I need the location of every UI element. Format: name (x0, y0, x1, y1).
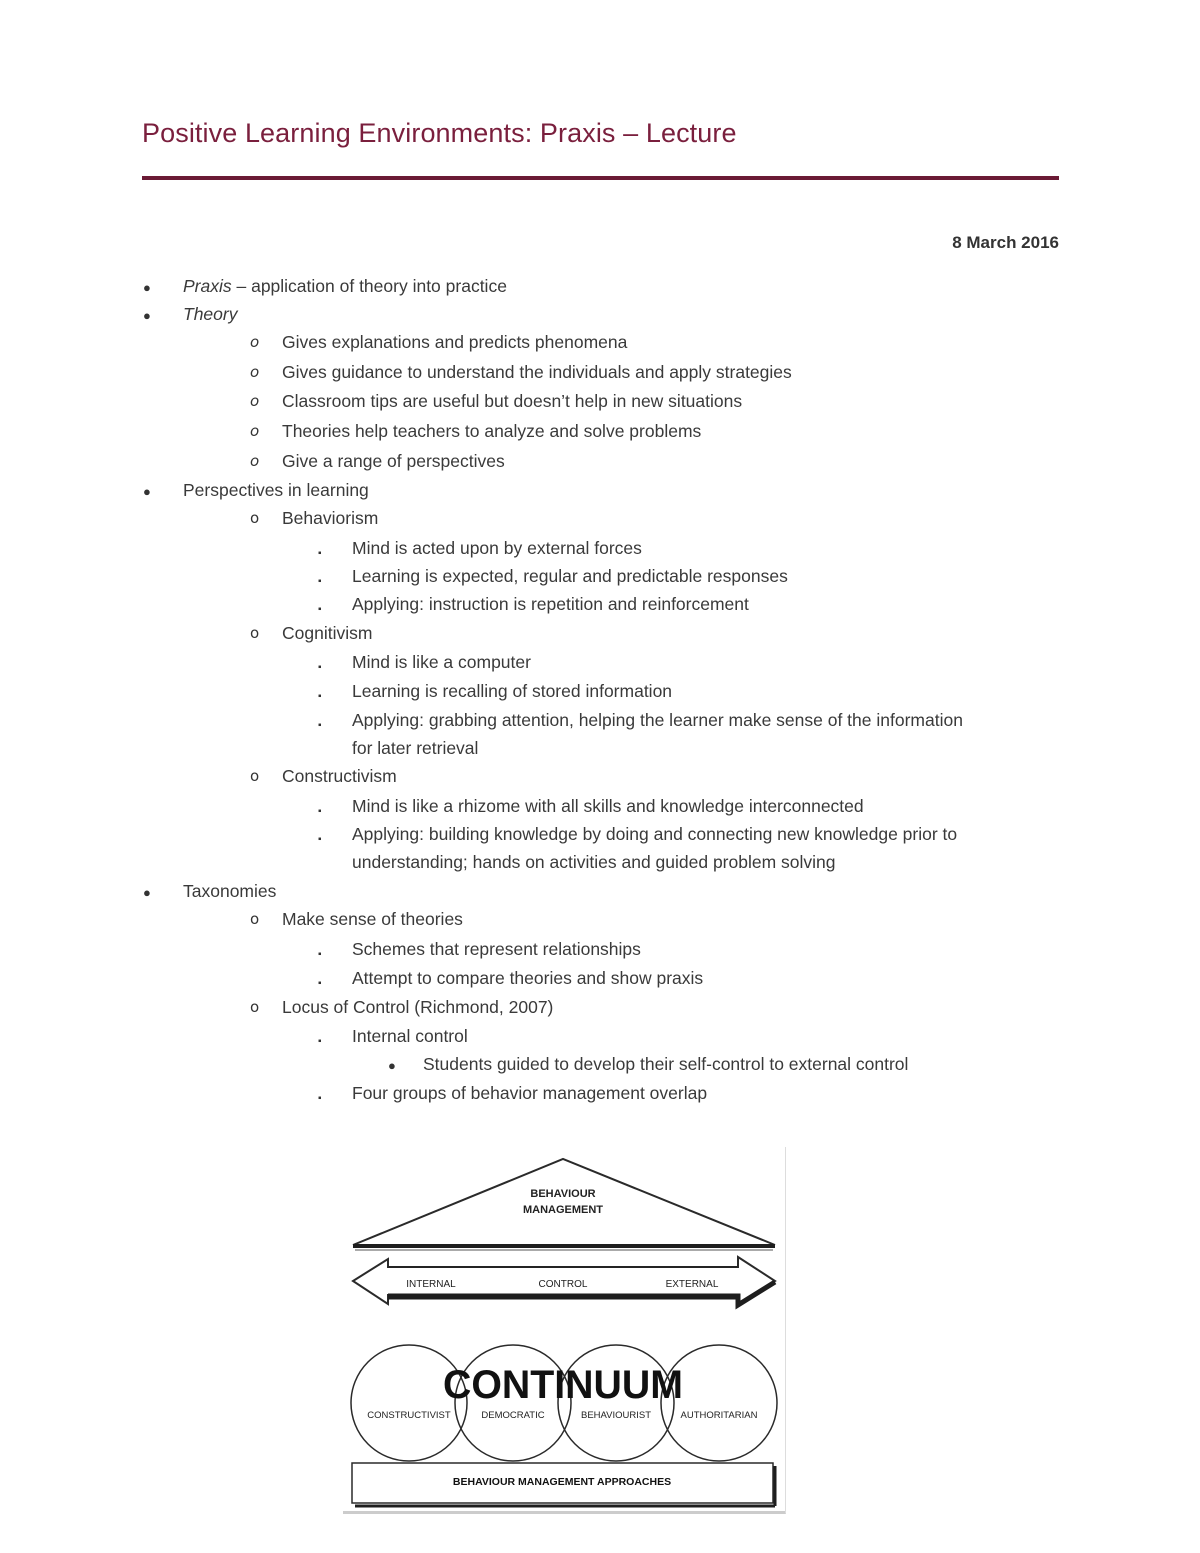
outline-text: Applying: building knowledge by doing and connecting new knowledge prior to (352, 824, 958, 844)
bullet-marker: ▪ (318, 834, 322, 845)
outline-text: Mind is like a computer (352, 652, 531, 672)
continuum-word: CONTINUUM (443, 1363, 683, 1407)
bullet-marker: o (250, 333, 260, 351)
circle-label-behaviourist: BEHAVIOURIST (580, 1410, 652, 1421)
outline-text: Gives explanations and predicts phenomena (282, 332, 628, 352)
outline-text: Behaviorism (282, 508, 379, 528)
bullet-marker: ▪ (318, 576, 322, 587)
emphasis-term: Theory (183, 304, 238, 324)
emphasis-term: Praxis (183, 276, 232, 296)
outline-text: Theories help teachers to analyze and solve problems (282, 421, 702, 441)
outline-text: Internal control (352, 1026, 468, 1046)
outline-text: Praxis – application of theory into practice (183, 276, 507, 296)
bullet-marker: ▪ (318, 691, 322, 702)
outline-text: Locus of Control (Richmond, 2007) (282, 997, 554, 1017)
outline-text: Schemes that represent relationships (352, 939, 641, 959)
bullet-marker: o (250, 363, 260, 381)
circle-label-democratic: DEMOCRATIC (481, 1410, 545, 1421)
arrow-label-control: CONTROL (538, 1279, 588, 1290)
outline-text: Attempt to compare theories and show praxis (352, 968, 704, 988)
circle-label-constructivist: CONSTRUCTIVIST (367, 1410, 451, 1421)
bullet-marker: ● (143, 885, 151, 900)
arrow-label-external: EXTERNAL (665, 1279, 719, 1290)
bullet-marker: ● (143, 484, 151, 499)
outline-text: Perspectives in learning (183, 480, 369, 500)
circle-label-authoritarian: AUTHORITARIAN (680, 1410, 758, 1421)
outline-text: Applying: grabbing attention, helping the learner make sense of the information (352, 710, 963, 730)
bullet-marker: ● (388, 1058, 396, 1073)
bullet-marker: ● (143, 308, 151, 323)
outline-text: Learning is recalling of stored information (352, 681, 673, 701)
bullet-marker: o (250, 422, 260, 440)
bullet-marker: ▪ (318, 806, 322, 817)
visual-background (343, 1147, 785, 1513)
bullet-marker: ▪ (318, 720, 322, 731)
base-label: BEHAVIOUR MANAGEMENT APPROACHES (452, 1476, 672, 1488)
roof-base (353, 1244, 775, 1248)
outline-text: Cognitivism (282, 623, 373, 643)
bullet-marker: ▪ (318, 1036, 322, 1047)
bullet-marker: ▪ (318, 949, 322, 960)
outline-text: Mind is acted upon by external forces (352, 538, 642, 558)
outline-text (183, 303, 237, 325)
bullet-marker: o (250, 509, 260, 527)
outline-text: Mind is like a rhizome with all skills and knowledge interconnected (352, 796, 864, 816)
outline-text: Classroom tips are useful but doesn’t help in new situations (282, 391, 743, 411)
outline-text: Taxonomies (183, 881, 277, 901)
outline-text: Applying: instruction is repetition and reinforcement (352, 594, 749, 614)
outline-text: Make sense of theories (282, 909, 463, 929)
bullet-marker: ▪ (318, 1093, 322, 1104)
bullet-marker: ▪ (318, 662, 322, 673)
outline-text: Four groups of behavior management overlap (352, 1083, 708, 1103)
outline-text: Learning is expected, regular and predictable responses (352, 566, 788, 586)
bullet-marker: ▪ (318, 978, 322, 989)
roof-label-2: MANAGEMENT (522, 1204, 604, 1216)
outline-text: for later retrieval (352, 738, 479, 758)
bullet-marker: o (250, 910, 260, 928)
title-underline (142, 176, 1059, 180)
bullet-marker: o (250, 624, 260, 642)
lecture-date: 8 March 2016 (952, 233, 1059, 252)
outline-text: Gives guidance to understand the individuals and apply strategies (282, 362, 792, 382)
outline-text: understanding; hands on activities and guided problem solving (352, 852, 836, 872)
bullet-marker: ▪ (318, 548, 322, 559)
bullet-marker: o (250, 392, 260, 410)
outline-text: Constructivism (282, 766, 397, 786)
outline-text: Students guided to develop their self-control to external control (423, 1054, 909, 1074)
bullet-marker: ▪ (318, 604, 322, 615)
roof-label-1: BEHAVIOUR (530, 1188, 596, 1200)
behaviour-management-visual (343, 1147, 785, 1513)
bullet-marker: o (250, 452, 260, 470)
page-title: Positive Learning Environments: Praxis – Lecture (142, 118, 737, 148)
bullet-marker: o (250, 767, 260, 785)
outline-text: Give a range of perspectives (282, 451, 505, 471)
bullet-marker: o (250, 998, 260, 1016)
bullet-marker: ● (143, 280, 151, 295)
arrow-label-internal: INTERNAL (406, 1279, 456, 1290)
